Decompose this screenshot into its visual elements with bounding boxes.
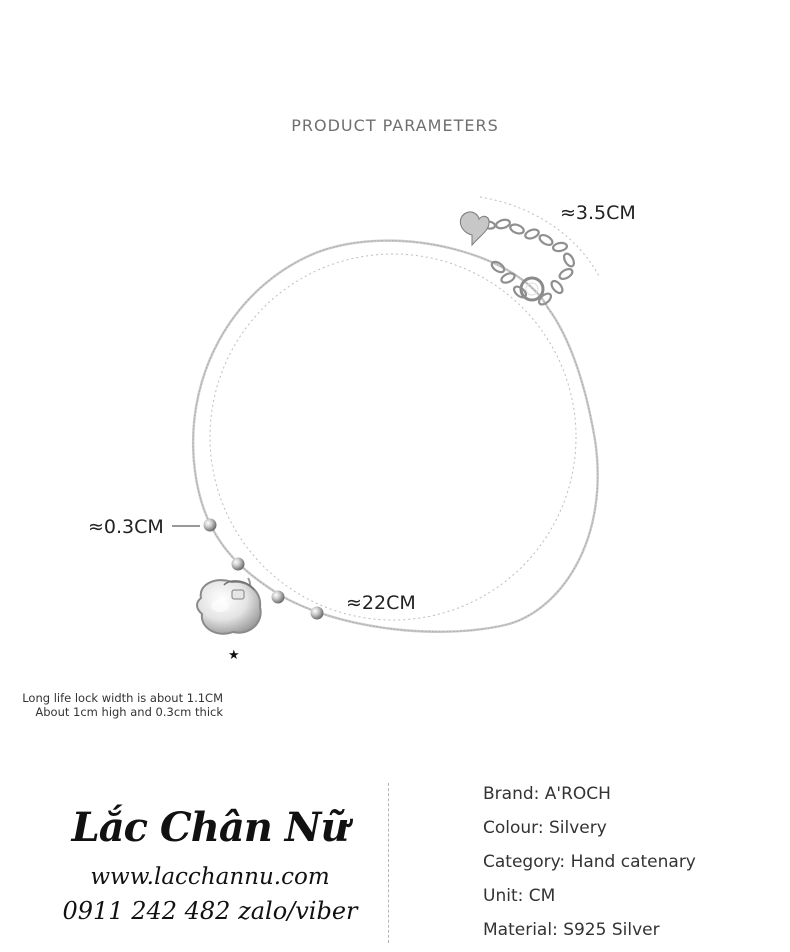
spec-row-colour [483, 814, 696, 848]
chain-length-label: ≈22CM [346, 592, 416, 614]
shop-info [55, 796, 365, 928]
inner-guide-circle [210, 254, 576, 620]
bead [272, 591, 285, 604]
star-icon: ★ [228, 648, 240, 663]
divider [388, 783, 389, 943]
spec-row-material [483, 916, 696, 950]
extension-length-label: ≈3.5CM [560, 202, 636, 224]
spec-value: S925 Silver [563, 920, 660, 940]
bead-size-label: ≈0.3CM [88, 516, 164, 538]
heart-charm-icon [460, 212, 489, 245]
spec-row-category [483, 848, 696, 882]
pendant-note-line-2: About 1cm high and 0.3cm thick [35, 705, 223, 719]
shop-website: www.lacchannu.com [90, 864, 330, 890]
spec-label: Unit: [483, 886, 524, 906]
spec-label: Category: [483, 852, 566, 872]
spec-label: Colour: [483, 818, 544, 838]
extension-chain [482, 218, 575, 306]
spec-value: Hand catenary [570, 852, 696, 872]
spec-list [483, 780, 696, 950]
spec-row-brand [483, 780, 696, 814]
bead [232, 558, 245, 571]
pendant-note [6, 691, 223, 719]
spec-row-unit [483, 882, 696, 916]
lock-pendant [197, 580, 261, 634]
shop-name: Lắc Chân Nữ [71, 804, 349, 851]
spec-value: A'ROCH [544, 784, 611, 804]
spec-label: Material: [483, 920, 558, 940]
spec-label: Brand: [483, 784, 540, 804]
spec-value: Silvery [549, 818, 607, 838]
spec-value: CM [528, 886, 556, 906]
shop-phone: 0911 242 482 zalo/viber [62, 897, 358, 925]
page-title: PRODUCT PARAMETERS [291, 116, 499, 135]
bead [204, 519, 217, 532]
pendant-note-line-1: Long life lock width is about 1.1CM [22, 691, 223, 705]
bead [311, 607, 324, 620]
